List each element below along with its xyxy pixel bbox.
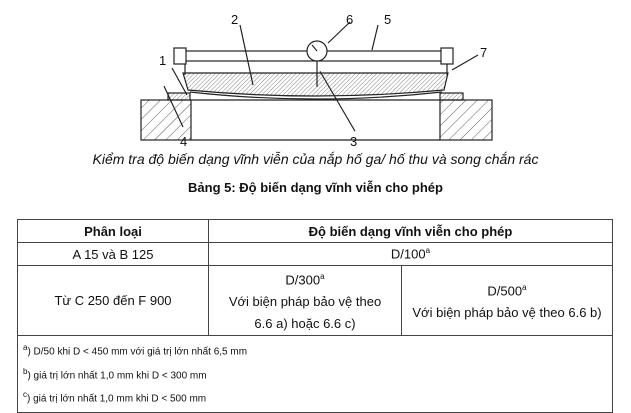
header-deformation: Độ biến dạng vĩnh viễn cho phép [209,220,613,243]
frame-right [440,100,492,140]
cover-plate [183,73,448,96]
label-7: 7 [480,45,488,60]
header-class: Phân loại [18,220,209,243]
deformation-table [17,219,613,413]
footnote-c: $^c$) giá trị lớn nhất 1,0 mm khi D < 500 mm [23,389,207,405]
table-row [18,243,613,266]
label-3: 3 [350,134,358,149]
cell-class: Từ C 250 đến F 900 [18,266,209,336]
cell-value-b: D/500$^a$ Với biện pháp bảo vệ theo 6.6 b) [402,266,613,336]
cell-value-ac: D/300$^a$ Với biện pháp bảo vệ theo 6.6 a) hoặc 6.6 c) [209,266,402,336]
label-4: 4 [180,134,188,149]
table-title: Bảng 5: Độ biến dạng vĩnh viễn cho phép [188,180,443,195]
figure-caption: Kiểm tra độ biến dạng vĩnh viễn của nắp hố ga/ hố thu và song chắn rác [92,151,539,167]
footnote-b: $^b$) giá trị lớn nhất 1,0 mm khi D < 300 mm [23,366,207,381]
label-1: 1 [159,53,167,68]
table-header-row [18,220,613,243]
cell-class: A 15 và B 125 [18,243,209,266]
cell-value: D/100$^a$ [209,243,613,266]
footnotes-row [18,336,613,413]
footnote-a: $^a$) D/50 khi D < 450 mm với giá trị lớn nhất 6,5 mm [23,343,248,358]
label-5: 5 [384,12,392,27]
deformation-test-diagram [0,0,631,150]
label-6: 6 [346,12,354,27]
label-2: 2 [231,12,239,27]
table-row [18,266,613,336]
